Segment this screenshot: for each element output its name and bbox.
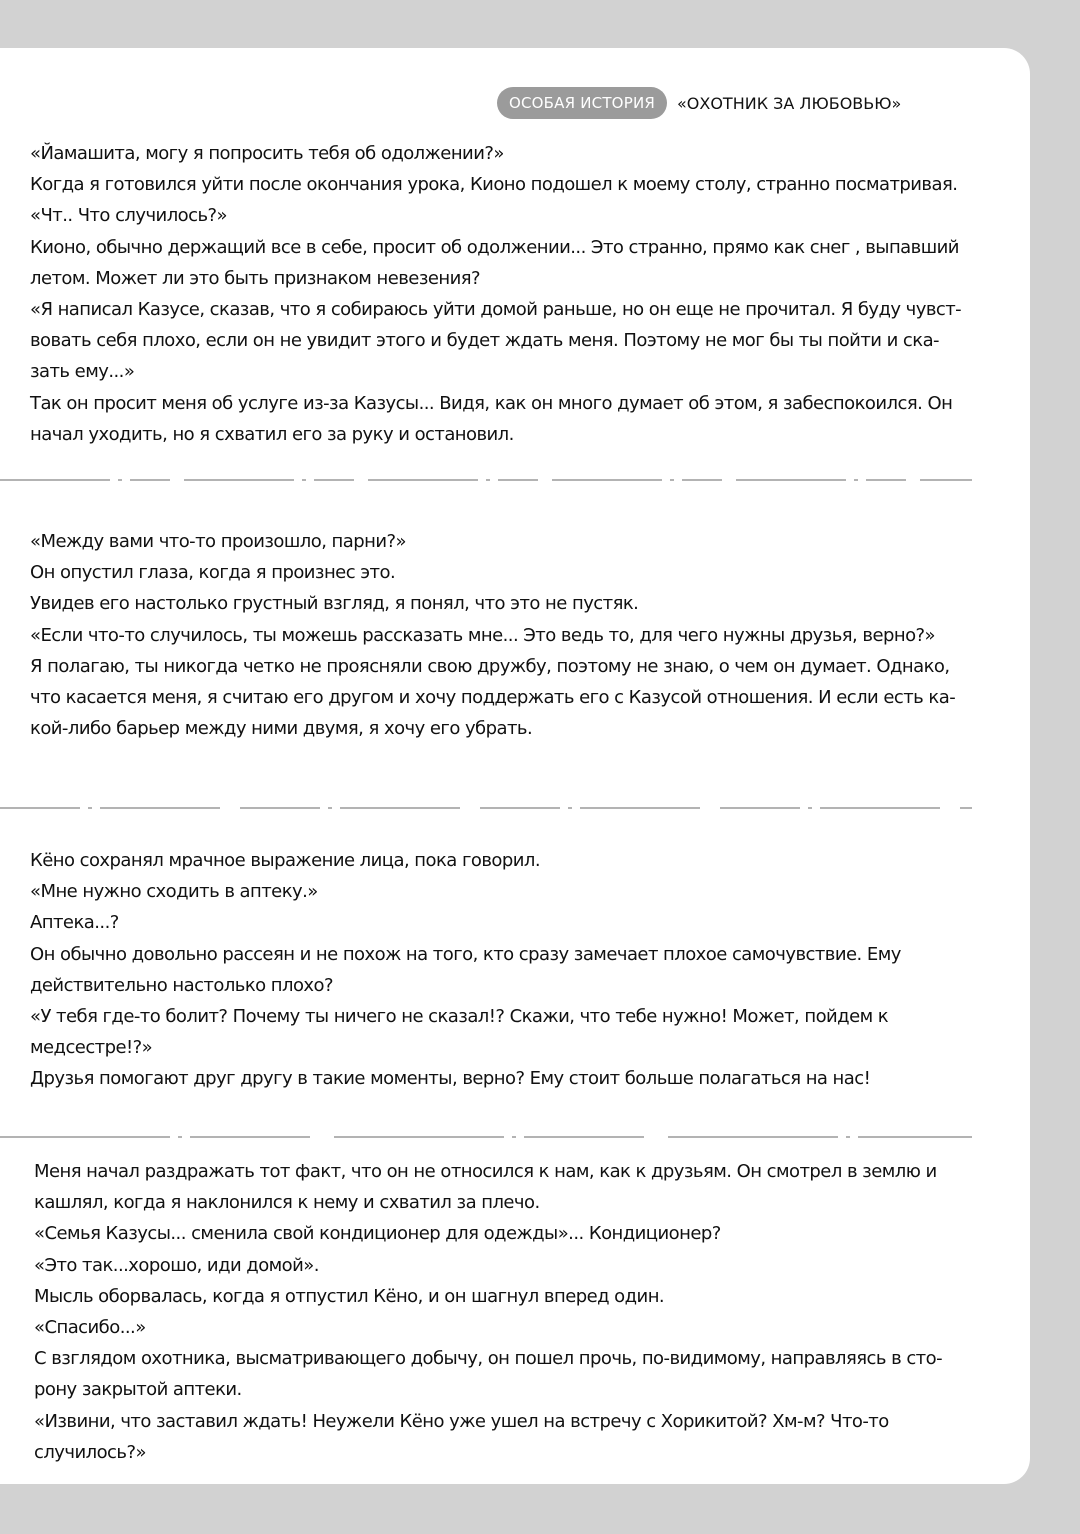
text-line: Друзья помогают друг другу в такие моменты, верно? Ему стоит больше полагаться на нас!: [30, 1068, 871, 1090]
text-line: Я полагаю, ты никогда четко не проясняли свою дружбу, поэтому не знаю, о чем он думает. Однако,: [30, 655, 950, 677]
dashed-divider: [0, 807, 972, 809]
text-line: Меня начал раздражать тот факт, что он не относился к нам, как к друзьям. Он смотрел в землю и: [34, 1161, 937, 1182]
text-section-3: [30, 845, 1002, 1095]
special-story-badge: ОСОБАЯ ИСТОРИЯ: [497, 87, 667, 119]
text-line: Когда я готовился уйти после окончания урока, Кионо подошел к моему столу, странно посматривая.: [30, 174, 958, 196]
text-line: «Извини, что заставил ждать! Неужели Кёно уже ушел на встречу с Хорикитой? Хм-м? Что-то: [34, 1410, 889, 1432]
text-line: случилось?»: [34, 1441, 146, 1463]
text-line: «Спасибо...»: [34, 1317, 146, 1339]
text-line: действительно настолько плохо?: [30, 974, 334, 996]
text-line: Увидев его настолько грустный взгляд, я понял, что это не пустяк.: [30, 593, 639, 615]
text-line: летом. Может ли это быть признаком невезения?: [30, 267, 481, 289]
text-line: Так он просит меня об услуге из-за Казусы... Видя, как он много думает об этом, я забеспокоился. Он: [30, 392, 953, 414]
dashed-divider: [0, 479, 972, 481]
text-line: «Йамашита, могу я попросить тебя об одолжении?»: [30, 143, 504, 164]
dashed-divider: [0, 1136, 972, 1138]
text-line: «Я написал Казусе, сказав, что я собираюсь уйти домой раньше, но он еще не прочитал. Я буду чувст-: [30, 299, 962, 321]
story-title: «ОХОТНИК ЗА ЛЮБОВЬЮ»: [676, 93, 902, 113]
text-line: Кионо, обычно держащий все в себе, просит об одолжении... Это странно, прямо как снег , выпавший: [30, 236, 959, 258]
text-line: рону закрытой аптеки.: [34, 1379, 242, 1401]
text-line: что касается меня, я считаю его другом и хочу поддержать его с Казусой отношения. И если есть ка-: [30, 687, 956, 709]
text-line: «Это так...хорошо, иди домой».: [34, 1254, 319, 1276]
text-line: зать ему...»: [30, 361, 135, 383]
text-line: Кёно сохранял мрачное выражение лица, пока говорил.: [30, 850, 540, 871]
text-line: Мысль оборвалась, когда я отпустил Кёно, и он шагнул вперед один.: [34, 1285, 665, 1307]
story-header: [497, 86, 901, 120]
text-line: кашлял, когда я наклонился к нему и схватил за плечо.: [34, 1192, 540, 1214]
text-line: Он опустил глаза, когда я произнес это.: [30, 562, 396, 584]
text-line: «Если что-то случилось, ты можешь рассказать мне... Это ведь то, для чего нужны друзья, верно?»: [30, 624, 935, 646]
text-section-4: [34, 1156, 1006, 1468]
text-line: «Семья Казусы... сменила свой кондиционер для одежды»... Кондиционер?: [34, 1223, 721, 1245]
text-line: «Между вами что-то произошло, парни?»: [30, 531, 406, 552]
text-line: вовать себя плохо, если он не увидит этого и будет ждать меня. Поэтому не мог бы ты пойти и ска-: [30, 330, 939, 352]
text-line: «У тебя где-то болит? Почему ты ничего не сказал!? Скажи, что тебе нужно! Может, пойдем к: [30, 1006, 889, 1028]
text-line: С взглядом охотника, высматривающего добычу, он пошел прочь, по-видимому, направляясь в сто-: [34, 1348, 943, 1370]
text-line: Аптека...?: [30, 912, 119, 934]
text-section-1: [30, 138, 1002, 450]
text-section-2: [30, 526, 1002, 744]
text-line: «Чт.. Что случилось?»: [30, 205, 227, 227]
text-line: Он обычно довольно рассеян и не похож на того, кто сразу замечает плохое самочувствие. Ему: [30, 943, 901, 965]
text-line: кой-либо барьер между ними двумя, я хочу его убрать.: [30, 718, 533, 740]
text-line: «Мне нужно сходить в аптеку.»: [30, 881, 318, 903]
text-line: начал уходить, но я схватил его за руку и остановил.: [30, 423, 514, 445]
text-line: медсестре!?»: [30, 1037, 153, 1059]
